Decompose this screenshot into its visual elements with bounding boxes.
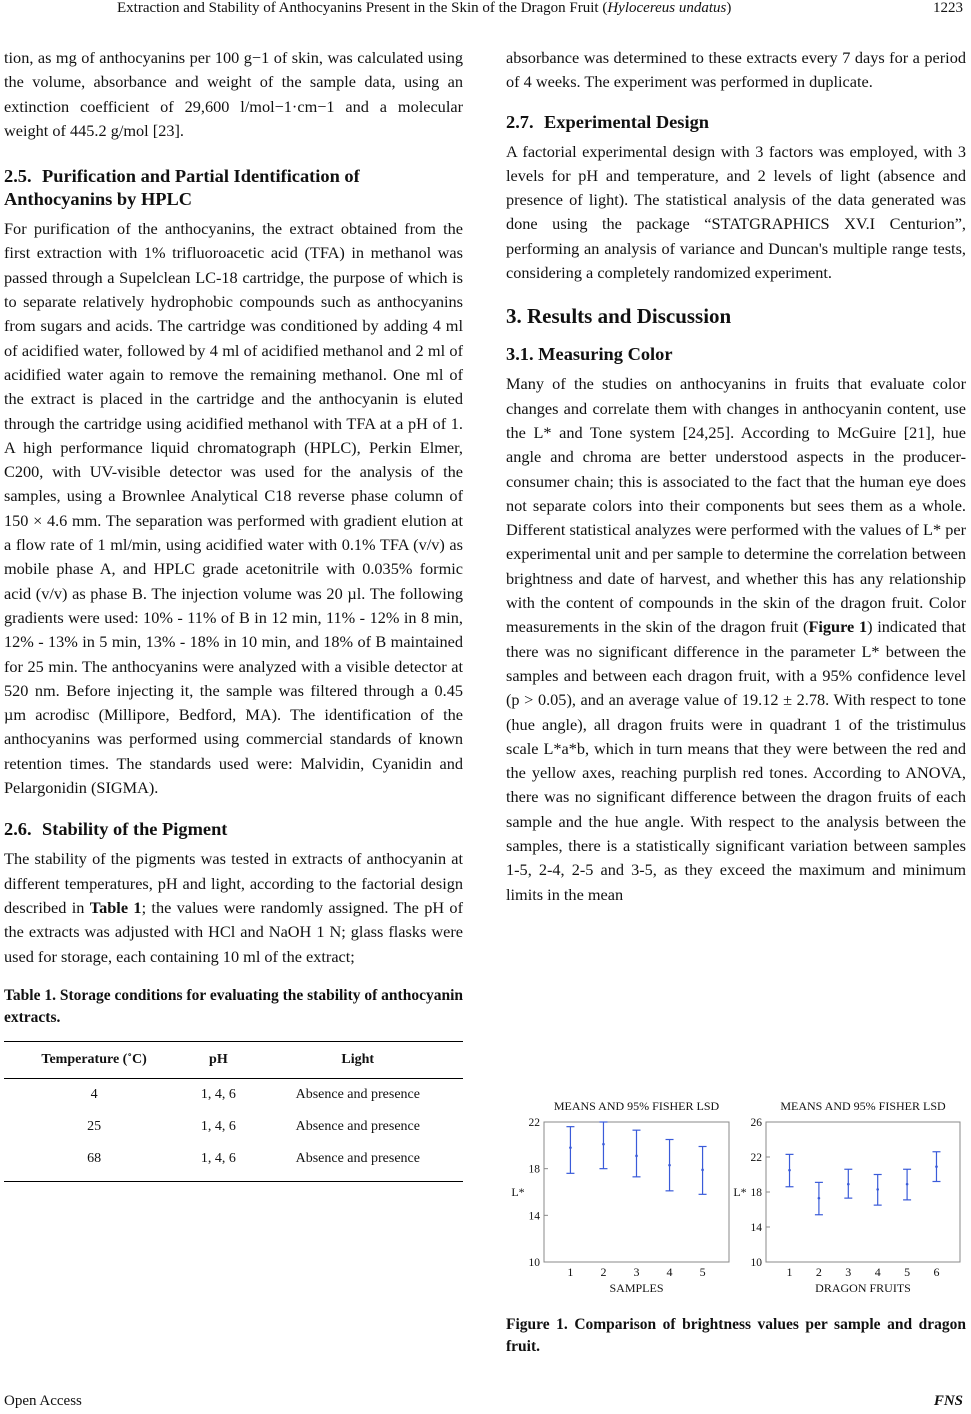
y-tick-label: 14 [528, 1210, 540, 1223]
section-3-heading: 3. Results and Discussion [506, 304, 732, 329]
table-header-temperature: Temperature (˚C) [4, 1041, 184, 1078]
y-axis-label: L* [733, 1185, 747, 1199]
x-tick-label: 3 [845, 1265, 852, 1279]
mean-point [818, 1197, 821, 1200]
x-tick-label: 6 [933, 1265, 940, 1279]
mean-point [602, 1143, 605, 1146]
section-2-6-paragraph: The stability of the pigments was tested in extracts of anthocyanin at different temperatures, pH and light, according to the factorial design described in Table 1; the values were randomly assigned. The pH of the extracts was adjusted with HCl and NaOH 1 N; glass flasks were used for storage, each containing 10 ml of the extract; [4, 849, 463, 966]
table-1 [4, 1041, 463, 1182]
y-axis-label: L* [511, 1185, 525, 1199]
y-tick-label: 14 [750, 1222, 762, 1234]
mean-point [635, 1155, 638, 1158]
x-tick-label: 1 [786, 1265, 793, 1279]
x-tick-label: 1 [567, 1265, 574, 1279]
table-header-light: Light [253, 1041, 463, 1078]
mean-point [876, 1188, 879, 1191]
table-row [4, 1111, 463, 1143]
mean-point [701, 1169, 704, 1172]
figure-1-charts [506, 1092, 966, 1304]
x-tick-label: 3 [633, 1265, 640, 1279]
section-2-5-paragraph: For purification of the anthocyanins, the extract obtained from the first extraction with 1% trifluoroacetic acid (TFA) in methanol was passed through a Supelclean LC-18 cartridge, the purpose of which is to separate relatively hydrophobic compounds such as anthocyanins from sugars and acids. The cartridge was conditioned by adding 4 ml of acidified water, followed by 4 ml of acidified methanol and 2 ml of acidified water again to remove the remaining methanol. One ml of the extract is placed in the cartridge and the anthocyanin is eluted through the cartridge using acidified methanol with TFA at a pH of 1. A high performance liquid chromatograph (HPLC), Perkin Elmer, C200, with UV-visible detector was used for the analysis of the samples, using a Brownlee Analytical C18 reverse phase column of 150 × 4.6 mm. The separation was performed with gradient elution at a flow rate of 1 ml/min, using acidified water with 0.1% TFA (v/v) as mobile phase A, and HPLC grade acetonitrile with 0.035% formic acid (v/v) as phase B. The injection volume was 20 µl. The following gradients were used: 10% - 11% of B in 12 min, 11% - 12% in 8 min, 12% - 13% in 5 min, 13% - 18% in 10 min, and 18% of B maintained for 25 min. The anthocyanins were analyzed with a visible detector at 520 nm. Before injecting it, the sample was filtered through a 0.45 µm acrodisc (Millipore, Bedford, MA). The identification of the anthocyanins was performed using commercial standards of known retention times. The standards used were: Malvidin, Cyanidin and Pelargonidin (SIGMA). [4, 219, 463, 798]
mean-point [906, 1183, 909, 1186]
table-cell: 1, 4, 6 [184, 1143, 252, 1182]
y-tick-label: 22 [528, 1117, 540, 1129]
mean-point [935, 1165, 938, 1168]
table-cell: 1, 4, 6 [200, 1086, 236, 1102]
mean-point [668, 1164, 671, 1167]
x-axis-label: DRAGON FRUITS [815, 1281, 911, 1295]
chart-title: MEANS AND 95% FISHER LSD [780, 1099, 946, 1113]
right-intro-paragraph: absorbance was determined to these extracts every 7 days for a period of 4 weeks. The experiment was performed in duplicate. [506, 48, 966, 92]
y-tick-label: 18 [750, 1187, 762, 1199]
table-cell: Absence and presence [253, 1143, 463, 1182]
left-column [4, 46, 463, 1182]
x-axis-label: SAMPLES [609, 1281, 664, 1295]
mean-point [788, 1169, 791, 1172]
figure-1 [506, 1092, 966, 1304]
mean-point [569, 1146, 572, 1149]
section-2-5-heading: 2.5. Purification and Partial Identification of Anthocyanins by HPLC [4, 166, 360, 210]
y-tick-label: 26 [750, 1117, 762, 1129]
footer-open-access: Open Access [4, 1393, 82, 1409]
x-tick-label: 4 [666, 1265, 673, 1279]
table-cell: Absence and presence [295, 1086, 420, 1102]
footer-journal: FNS [933, 1393, 963, 1409]
plot-frame [766, 1122, 960, 1262]
running-title: Extraction and Stability of Anthocyanins Present in the Skin of the Dragon Fruit (Hylocereus undatus) [117, 0, 732, 16]
y-tick-label: 10 [750, 1257, 762, 1269]
x-tick-label: 5 [904, 1265, 911, 1279]
table-row [4, 1078, 463, 1111]
chart-title: MEANS AND 95% FISHER LSD [553, 1099, 720, 1113]
y-tick-label: 10 [528, 1257, 540, 1269]
section-2-7-paragraph: A factorial experimental design with 3 factors was employed, with 3 levels for pH and temperature, and 2 levels of light (absence and presence of light). The statistical analysis of the data generated was done using the package “STATGRAPHICS XV.I Centurion”, performing an analysis of variance and Duncan's multiple range tests, considering a completely randomized experiment. [506, 141, 966, 283]
table-header-ph: pH [184, 1041, 252, 1078]
section-3-1-paragraph: Many of the studies on anthocyanins in fruits that evaluate color changes and correlate them with changes in anthocyanin content, use the L* and Tone system [24,25]. According to McGuire [21], hue angle and chroma are better understood aspects in the producer-consumer chain; this is associated to the fact that the human eye does not separate colors into their components but sees them as a whole. Different statistical analyzes were performed with the values of L* per experimental unit and per sample to determine the correlation between brightness and date of harvest, and whether this has any relationship with the content of compounds in the skin of the dragon fruit. Color measurements in the skin of the dragon fruit (Figure 1) indicated that there was no significant difference in the parameter L* between the samples and between each dragon fruit, with a 95% confidence level (p > 0.05), and an average value of 19.12 ± 2.78. With respect to tone (hue angle), all dragon fruits were in quadrant 1 of the tristimulus scale L*a*b, which in turn means that they were between the red and the yellow axes, reaching purplish red tones. According to ANOVA, there was no significant difference between the dragon fruits of each sample and the hue angle. With respect to the analysis between the samples, there is a statistically significant variation between samples 1-5, 2-4, 2-5 and 3-5, as they exceed the maximum and minimum limits in the mean [506, 374, 966, 904]
x-tick-label: 2 [600, 1265, 607, 1279]
table-row [4, 1143, 463, 1182]
table-cell: 25 [87, 1118, 102, 1134]
x-tick-label: 2 [815, 1265, 822, 1279]
intro-paragraph: tion, as mg of anthocyanins per 100 g−1 of skin, was calculated using the volume, absorbance and weight of the sample data, using an extinction coefficient of 29,600 l/mol−1·cm−1 and a molecular weight of 445.2 g/mol [23]. [4, 48, 463, 140]
figure-1-caption-wrap [506, 1314, 966, 1358]
page-number: 1223 [933, 0, 963, 16]
x-tick-label: 4 [874, 1265, 881, 1279]
section-2-7-heading: 2.7. Experimental Design [506, 111, 709, 132]
table-cell: 1, 4, 6 [200, 1118, 236, 1134]
table-1-caption: Table 1. Storage conditions for evaluating the stability of anthocyanin extracts. [4, 986, 464, 1026]
table-cell: 4 [90, 1086, 98, 1102]
mean-point [847, 1183, 850, 1186]
right-column [506, 46, 966, 917]
figure-1-caption: Figure 1. Comparison of brightness values per sample and dragon fruit. [506, 1316, 966, 1355]
table-cell: Absence and presence [295, 1118, 420, 1134]
running-header [0, 0, 971, 24]
y-tick-label: 18 [528, 1163, 540, 1176]
table-cell: 68 [4, 1143, 184, 1182]
y-tick-label: 22 [750, 1152, 762, 1164]
section-2-6-heading: 2.6. Stability of the Pigment [4, 819, 228, 840]
section-3-1-heading: 3.1. Measuring Color [506, 344, 673, 365]
x-tick-label: 5 [699, 1265, 706, 1279]
